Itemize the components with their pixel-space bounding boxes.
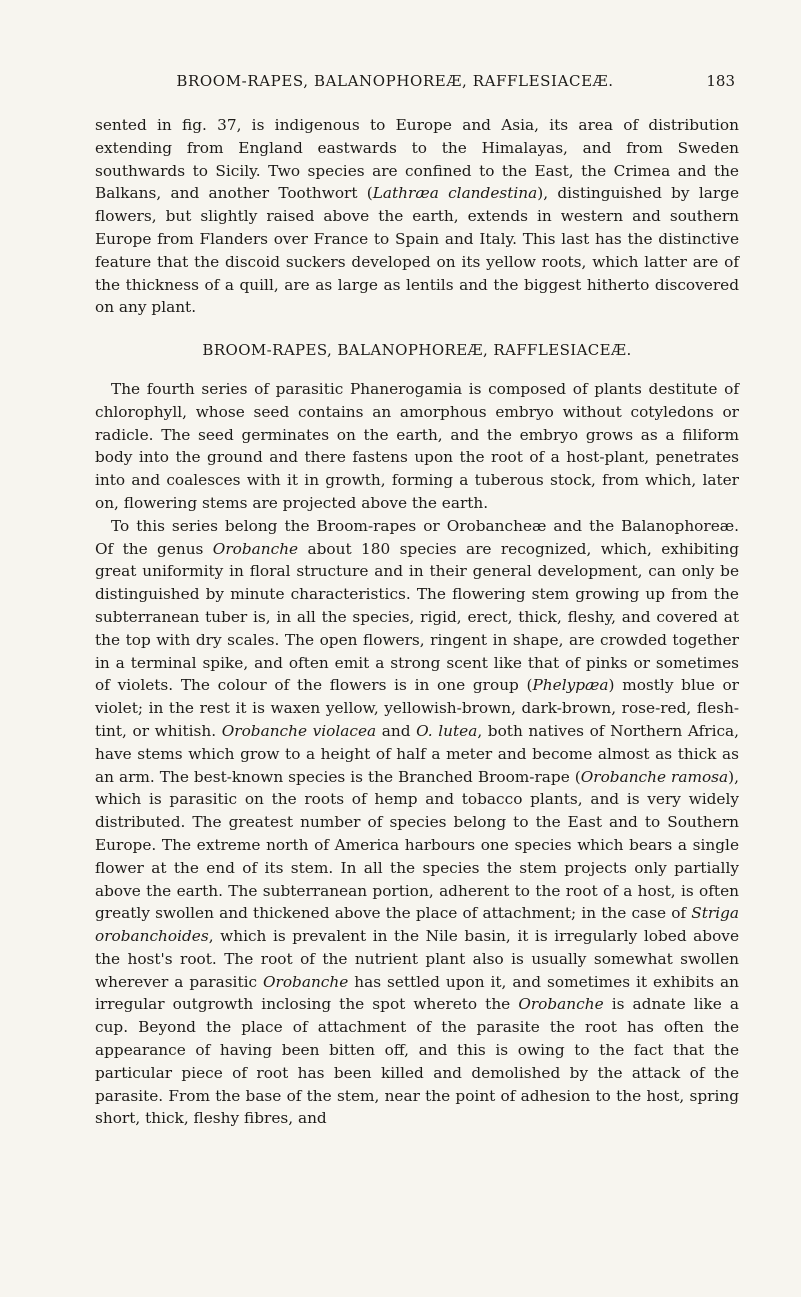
paragraph-1: [95, 114, 739, 319]
text-run: , which is prevalent in the Nile basin, it is irregularly lobed above the host's root. The root of the nutrient plant also is usually somewhat swollen wherever a parasitic: [95, 927, 739, 991]
section-heading: BROOM-RAPES, BALANOPHOREÆ, RAFFLESIACEÆ.: [202, 341, 632, 360]
text-run: , both natives of Northern Africa, have stems which grow to a height of half a meter and become almost as thick as an arm. The best-known species is the Branched Broom-rape (: [95, 721, 740, 786]
body-text: [95, 114, 739, 1130]
italic-genus-name: Phelypæa: [532, 676, 609, 695]
text-run: To this series belong the Broom-rapes or Orobancheæ and the Balanophoreæ. Of the genus: [95, 516, 739, 558]
italic-genus-name: Orobanche: [262, 972, 349, 991]
italic-species-name: Orobanche violacea: [221, 721, 377, 740]
italic-species-name: O. lutea: [416, 721, 478, 740]
italic-species-name: Orobanche ramosa: [580, 767, 729, 786]
running-title: BROOM-RAPES, BALANOPHOREÆ, RAFFLESIACEÆ.: [176, 72, 614, 90]
page-number: 183: [706, 72, 735, 90]
text-run: about 180 species are recognized, which, exhibiting great uniformity in floral structure and in their general development, can only be distinguished by minute characteristics. The flowering stem growing up from the subterranean tuber is, in all the species, rigid, erect, thick, fleshy, and covered at the top with dry scales. The open flowers, ringent in shape, are crowded together in a terminal spike, and often emit a strong scent like that of pinks or sometimes of violets. The colour of the flowers is in one group (: [95, 539, 739, 695]
text-run: ) mostly blue or violet; in the rest it is waxen yellow, yellowish-brown, dark-brown, rose-red, flesh-tint, or whitish.: [95, 676, 739, 740]
italic-genus-name: Orobanche: [212, 539, 299, 558]
text-run: is adnate like a cup. Beyond the place of attachment of the parasite the root has often the appearance of having been bitten off, and this is owing to the fact that the particular piece of root has been killed and demolished by the attack of the parasite. From the base of the stem, near the point of adhesion to the host, spring short, thick, fleshy fibres, and: [95, 995, 740, 1128]
running-head: [95, 72, 735, 100]
paragraph-3: [95, 515, 739, 1131]
paragraph-2: The fourth series of parasitic Phanerogamia is composed of plants destitute of chlorophyll, whose seed contains an amorphous embryo without cotyledons or radicle. The seed germinates on the earth, and the embryo grows as a filiform body into the ground and there fastens upon the root of a host-plant, penetrates into and coalesces with it in growth, forming a tuberous stock, from which, later on, flowering stems are projected above the earth.: [95, 379, 739, 512]
italic-genus-name: Orobanche: [518, 995, 604, 1014]
text-run: ), which is parasitic on the roots of hemp and tobacco plants, and is very widely distributed. The greatest number of species belong to the East and to Southern Europe. The extreme north of America harbours one species which bears a single flower at the end of its stem. In all the species the stem projects only partially above the earth. The subterranean portion, adherent to the root of a host, is often greatly swollen and thickened above the place of attachment; in the case of: [95, 767, 739, 923]
text-run: ), distinguished by large flowers, but slightly raised above the earth, extends in western and southern Europe from Flanders over France to Spain and Italy. This last has the distinctive feature that the discoid suckers developed on its yellow roots, which latter are of the thickness of a quill, are as large as lentils and the biggest hitherto discovered on any plant.: [95, 184, 739, 317]
text-run: and: [376, 721, 417, 740]
text-run: sented in fig. 37, is indigenous to Europe and Asia, its area of distribution extending from England eastwards to the Himalayas, and from Sweden southwards to Sicily. Two species are confined to the East, the Crimea and the Balkans, and another Toothwort (: [95, 116, 739, 203]
italic-species-name: Striga orobanchoides: [95, 904, 739, 946]
text-run: has settled upon it, and sometimes it exhibits an irregular outgrowth inclosing the spot whereto the: [95, 972, 739, 1014]
italic-species-name: Lathræa clandestina: [372, 184, 538, 203]
